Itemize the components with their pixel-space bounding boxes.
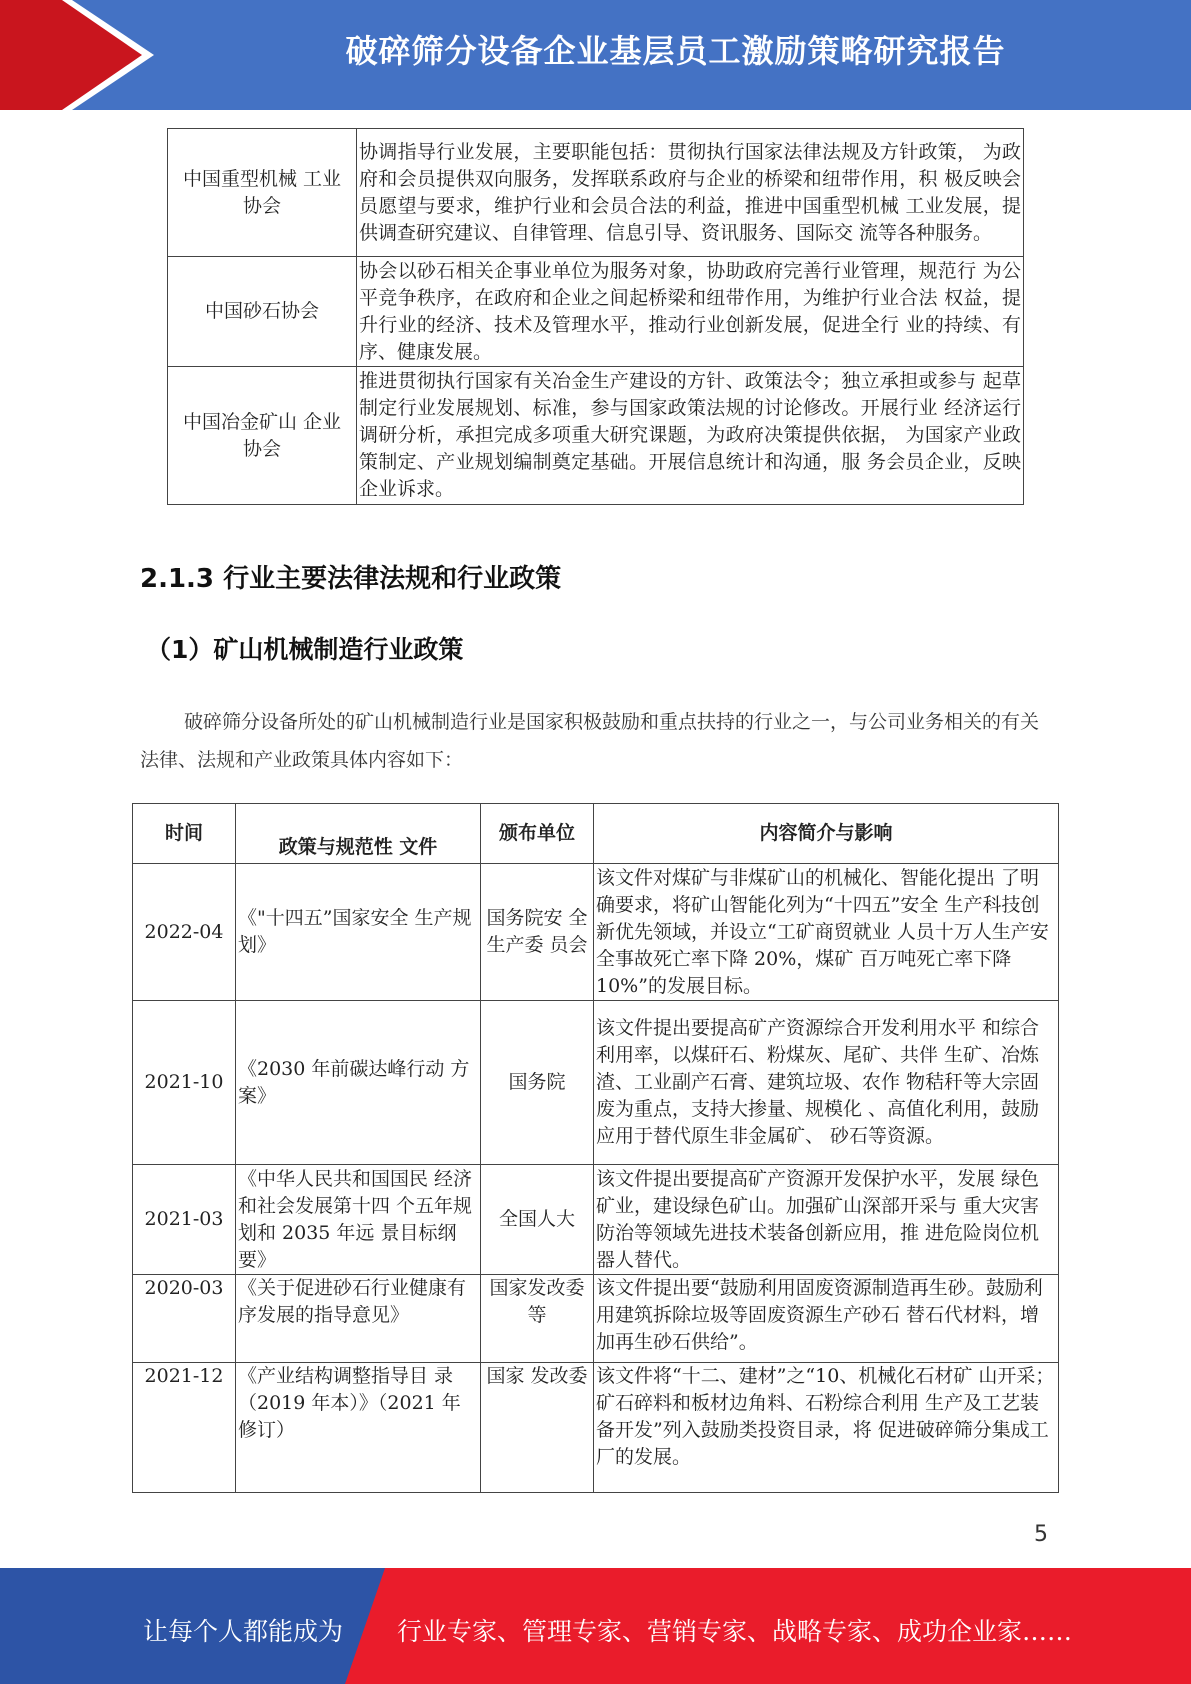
row-content: 该文件提出要“鼓励利用固废资源制造再生砂。鼓励利用建筑拆除垃圾等固废资源生产砂石 替石代材料，增加再生砂石供给”。	[594, 1275, 1059, 1363]
row-time: 2020-03	[133, 1275, 236, 1363]
footer-slogan-right: 行业专家、管理专家、营销专家、战略专家、成功企业家……	[397, 1617, 1073, 1646]
association-desc: 协调指导行业发展，主要职能包括：贯彻执行国家法律法规及方针政策， 为政府和会员提供双向服务，发挥联系政府与企业的桥梁和纽带作用，积 极反映会员愿望与要求，维护行业和会员合法的利益，推进中国重型机械 工业发展，提供调查研究建议、自律管理、信息引导、资讯服务、国际交 流等各种服务。	[357, 129, 1024, 257]
row-content: 该文件将“十二、建材”之“10、机械化石材矿 山开采；矿石碎料和板材边角料、石粉综合利用 生产及工艺装备开发”列入鼓励类投资目录，将 促进破碎筛分集成工厂的发展。	[594, 1363, 1059, 1493]
row-time: 2021-10	[133, 1001, 236, 1165]
association-desc: 协会以砂石相关企事业单位为服务对象，协助政府完善行业管理，规范行 为公平竞争秩序，在政府和企业之间起桥梁和纽带作用，为维护行业合法 权益，提升行业的经济、技术及管理水平，推动行业创新发展，促进全行 业的持续、有序、健康发展。	[357, 257, 1024, 367]
association-name: 中国砂石协会	[168, 257, 357, 367]
report-title: 破碎筛分设备企业基层员工激励策略研究报告	[345, 32, 1006, 70]
section-heading: 2.1.3 行业主要法律法规和行业政策	[140, 564, 562, 594]
association-name: 中国重型机械 工业协会	[168, 129, 357, 257]
policy-table	[132, 803, 1059, 1493]
table-row	[168, 367, 1024, 505]
table-row	[133, 1165, 1059, 1275]
row-doc: 《中华人民共和国国民 经济和社会发展第十四 个五年规划和 2035 年远 景目标纲要》	[236, 1165, 481, 1275]
header-red-arrow	[0, 0, 150, 110]
association-name: 中国冶金矿山 企业协会	[168, 367, 357, 505]
row-issuer: 国家发改委等	[481, 1275, 594, 1363]
header-doc: 政策与规范性 文件	[236, 804, 481, 864]
header-content: 内容简介与影响	[594, 804, 1059, 864]
row-doc: 《产业结构调整指导目 录（2019 年本）》（2021 年修订）	[236, 1363, 481, 1493]
header-time: 时间	[133, 804, 236, 864]
row-issuer: 国务院安 全生产委 员会	[481, 864, 594, 1001]
row-content: 该文件提出要提高矿产资源开发保护水平，发展 绿色矿业，建设绿色矿山。加强矿山深部开采与 重大灾害防治等领域先进技术装备创新应用，推 进危险岗位机器人替代。	[594, 1165, 1059, 1275]
page-header	[0, 0, 1191, 110]
row-time: 2022-04	[133, 864, 236, 1001]
row-doc: 《"十四五”国家安全 生产规划》	[236, 864, 481, 1001]
associations-table	[167, 128, 1024, 505]
row-doc: 《关于促进砂石行业健康有序发展的指导意见》	[236, 1275, 481, 1363]
body-paragraph: 破碎筛分设备所处的矿山机械制造行业是国家积极鼓励和重点扶持的行业之一，与公司业务相关的有关法律、法规和产业政策具体内容如下：	[140, 711, 1040, 771]
table-row	[133, 1363, 1059, 1493]
row-issuer: 国家 发改委	[481, 1363, 594, 1493]
page-footer	[0, 1568, 1191, 1684]
table-header-row	[133, 804, 1059, 864]
header-issuer: 颁布单位	[481, 804, 594, 864]
row-issuer: 国务院	[481, 1001, 594, 1165]
row-time: 2021-03	[133, 1165, 236, 1275]
row-content: 该文件对煤矿与非煤矿山的机械化、智能化提出 了明确要求，将矿山智能化列为“十四五”安全 生产科技创新优先领域，并设立“工矿商贸就业 人员十万人生产安全事故死亡率下降 20%，煤矿 百万吨死亡率下降 10%”的发展目标。	[594, 864, 1059, 1001]
table-row	[133, 1275, 1059, 1363]
row-issuer: 全国人大	[481, 1165, 594, 1275]
row-time: 2021-12	[133, 1363, 236, 1493]
subsection-heading: （1）矿山机械制造行业政策	[146, 635, 464, 664]
footer-slogan-left: 让每个人都能成为	[143, 1617, 344, 1646]
row-doc: 《2030 年前碳达峰行动 方案》	[236, 1001, 481, 1165]
association-desc: 推进贯彻执行国家有关冶金生产建设的方针、政策法令；独立承担或参与 起草制定行业发展规划、标准，参与国家政策法规的讨论修改。开展行业 经济运行调研分析，承担完成多项重大研究课题，为政府决策提供依据， 为国家产业政策制定、产业规划编制奠定基础。开展信息统计和沟通，服 务会员企业，反映企业诉求。	[357, 367, 1024, 505]
table-row	[168, 257, 1024, 367]
table-row	[168, 129, 1024, 257]
table-row	[133, 864, 1059, 1001]
table-row	[133, 1001, 1059, 1165]
row-content: 该文件提出要提高矿产资源综合开发利用水平 和综合利用率，以煤矸石、粉煤灰、尾矿、共伴 生矿、冶炼渣、工业副产石膏、建筑垃圾、农作 物秸秆等大宗固废为重点，支持大掺量、规模化 、高值化利用，鼓励应用于替代原生非金属矿、 砂石等资源。	[594, 1001, 1059, 1165]
page-number: 5	[1034, 1522, 1048, 1547]
